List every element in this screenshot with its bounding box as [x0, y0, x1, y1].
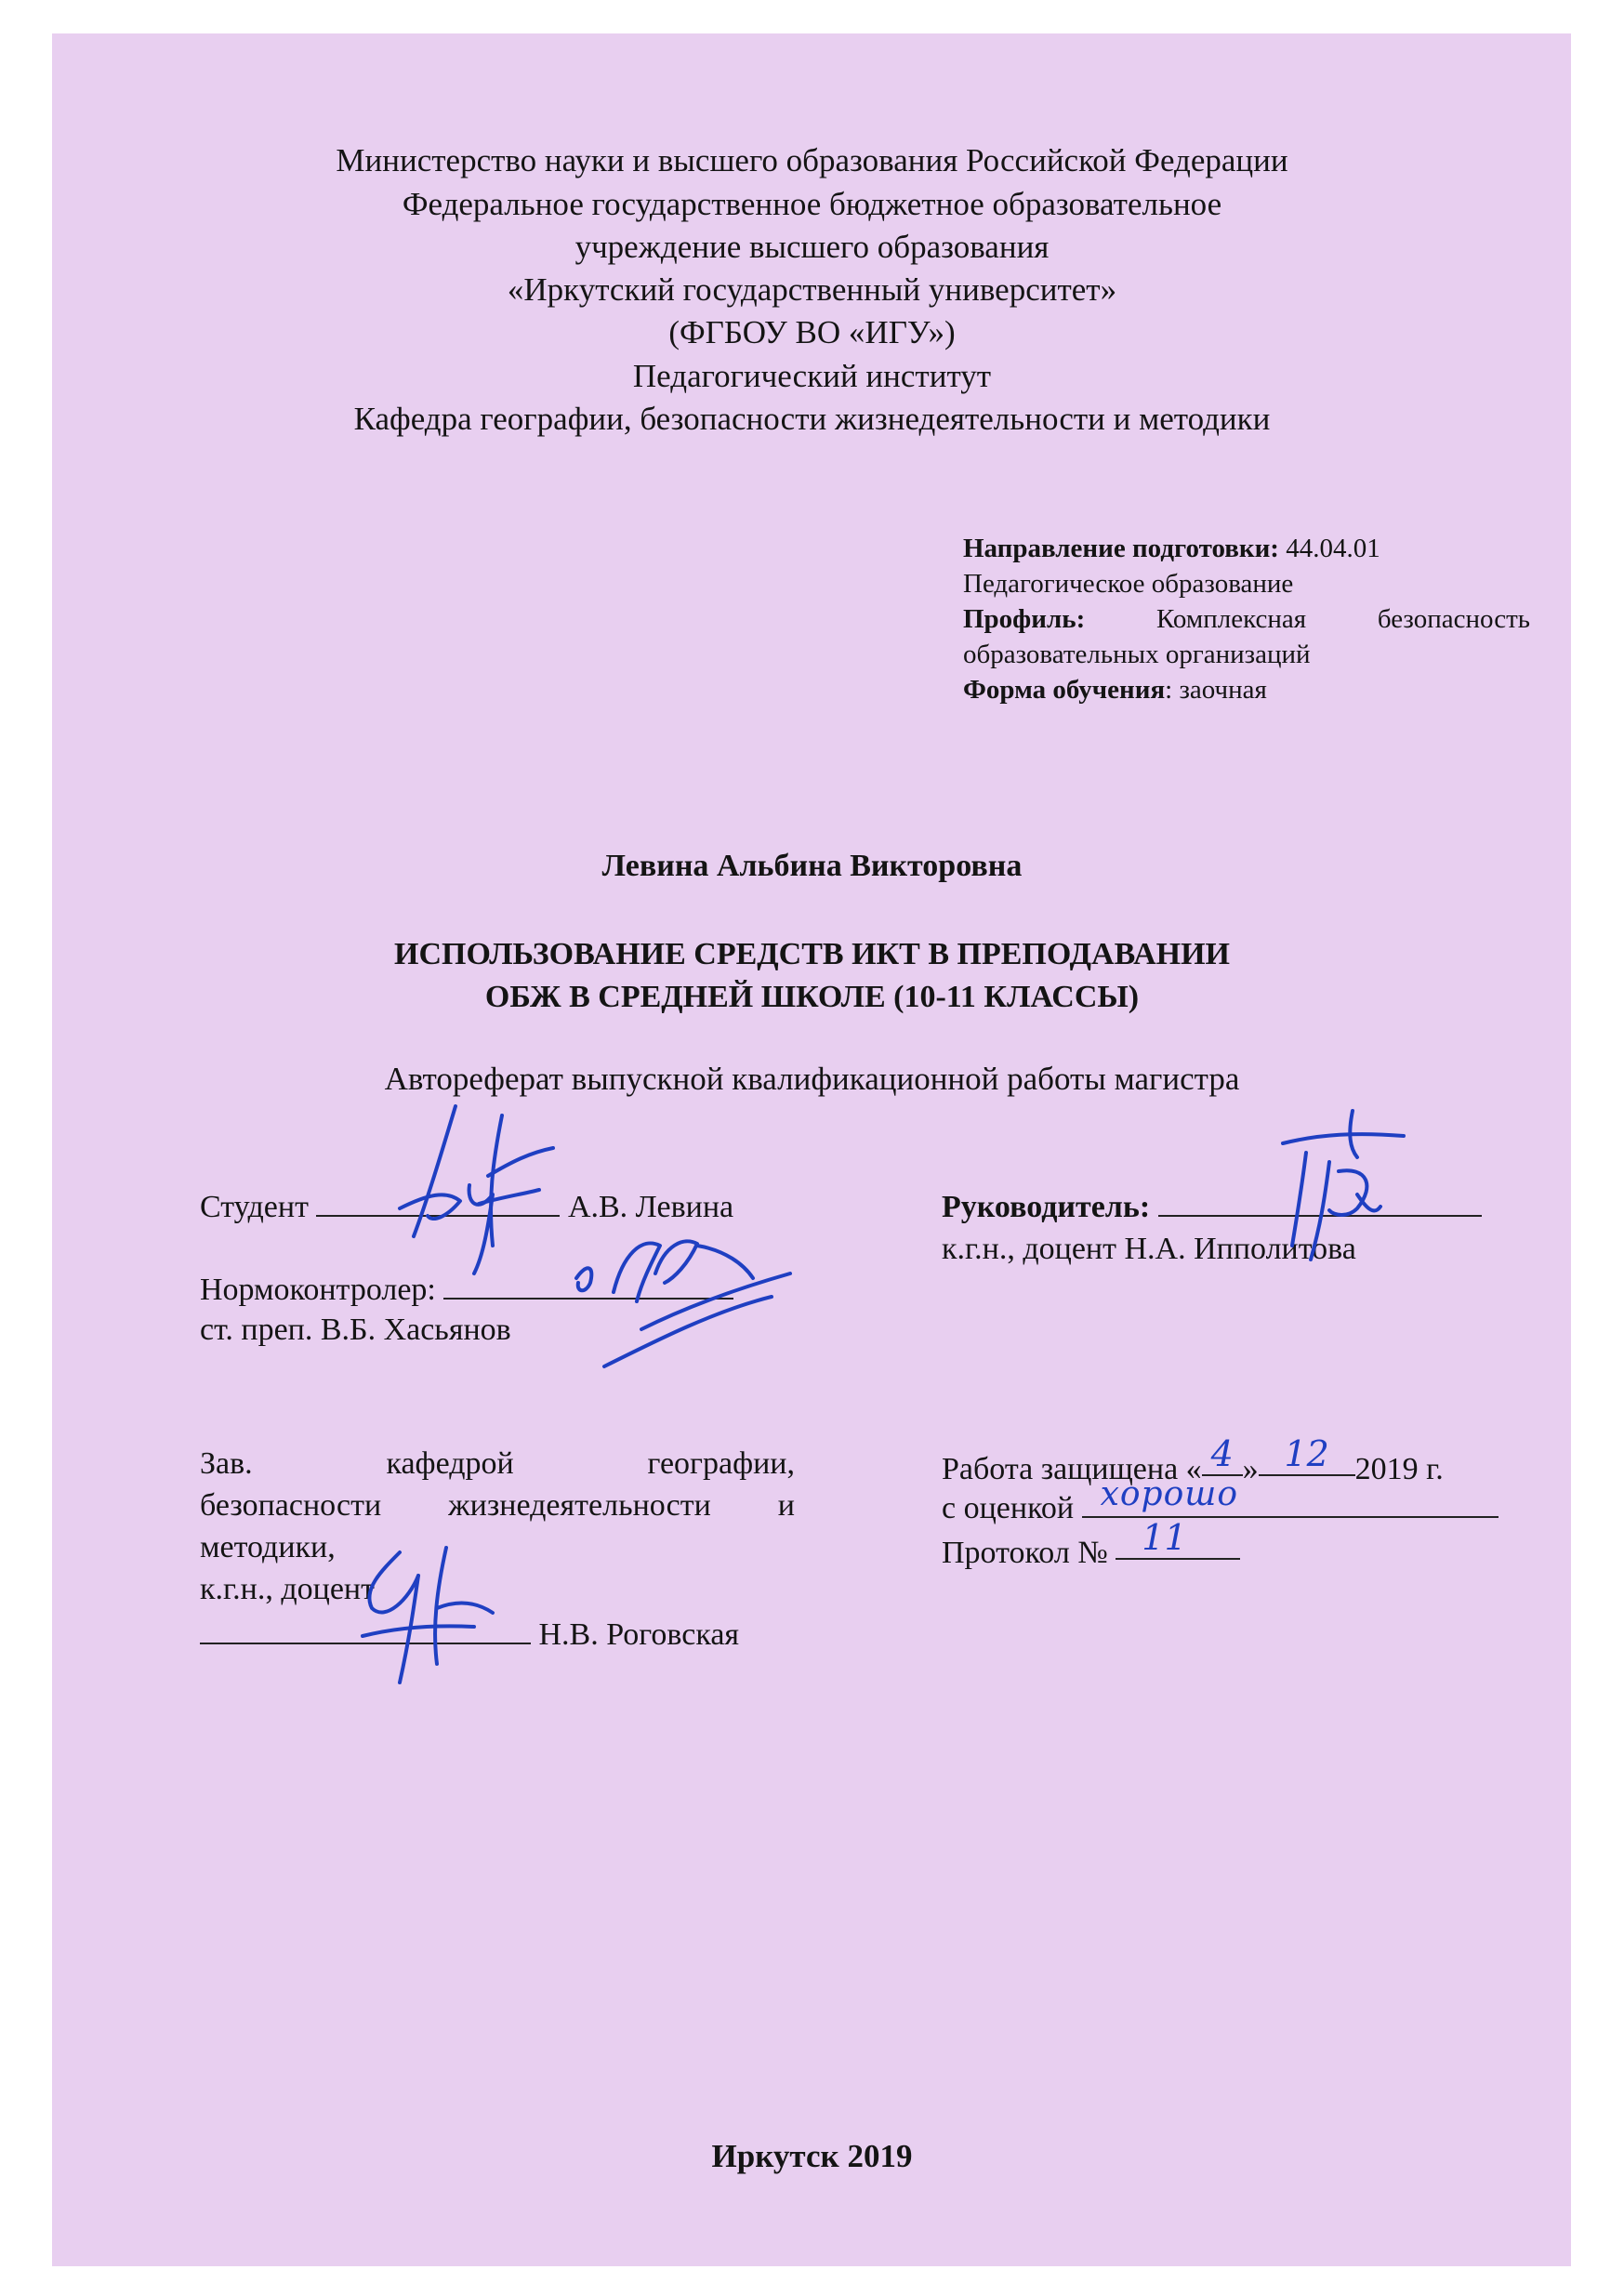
direction-code: 44.04.01: [1286, 534, 1380, 563]
department-name: Кафедра географии, безопасности жизнедеятельности и методики: [353, 401, 1271, 437]
head-word-2: кафедрой: [386, 1446, 514, 1481]
institute-name: Педагогический институт: [632, 358, 992, 394]
head-word-5: жизнедеятельности: [448, 1488, 711, 1523]
city-year: Иркутск 2019: [711, 2138, 913, 2174]
protocol-line: [942, 1517, 1240, 1571]
profile-name: образовательных организаций: [963, 640, 1311, 669]
defense-day: 4: [1210, 1433, 1234, 1474]
study-form-label: Форма обучения: [963, 675, 1166, 705]
normcontrol-name: ст. преп. В.Б. Хасьянов: [200, 1313, 511, 1347]
university-abbr: (ФГБОУ ВО «ИГУ»): [668, 314, 956, 350]
document-type: Автореферат выпускной квалификационной работы магистра: [384, 1061, 1240, 1097]
profile-label: Профиль:: [963, 604, 1086, 634]
protocol-number: 11: [1142, 1517, 1187, 1558]
thesis-title-line-2: ОБЖ В СРЕДНЕЙ ШКОЛЕ (10-11 КЛАССЫ): [484, 980, 1140, 1014]
defense-grade-field: [1082, 1475, 1499, 1518]
study-form-value: : заочная: [1165, 675, 1267, 705]
head-line-1: [200, 1446, 795, 1482]
head-degree: к.г.н., доцент: [200, 1572, 375, 1606]
defense-year: 2019 г.: [1354, 1452, 1444, 1486]
study-form-line: [963, 674, 1267, 706]
institution-type-line-2: учреждение высшего образования: [574, 229, 1050, 265]
direction-name: Педагогическое образование: [963, 569, 1294, 599]
defense-date-mid: »: [1242, 1452, 1259, 1486]
defense-day-field: [1202, 1433, 1243, 1476]
student-label: Студент: [200, 1190, 309, 1224]
defense-month-field: [1259, 1433, 1355, 1476]
defense-grade-line: [942, 1475, 1499, 1526]
head-line-3: методики,: [200, 1530, 336, 1564]
head-word-3: географии,: [647, 1446, 795, 1481]
head-word-6: и: [777, 1488, 795, 1523]
student-signature: [390, 1097, 567, 1283]
defense-date-prefix: Работа защищена «: [942, 1452, 1202, 1486]
normcontrol-label: Нормоконтролер:: [200, 1273, 436, 1307]
protocol-number-field: [1116, 1517, 1240, 1560]
direction-line: [963, 533, 1380, 565]
direction-label: Направление подготовки:: [963, 534, 1279, 563]
protocol-label: Протокол №: [942, 1536, 1108, 1570]
supervisor-label: Руководитель:: [942, 1190, 1151, 1224]
defense-month: 12: [1284, 1433, 1329, 1474]
profile-line: [963, 603, 1530, 636]
student-name: А.В. Левина: [567, 1190, 734, 1224]
defense-grade-label: с оценкой: [942, 1491, 1075, 1525]
institution-type-line: Федеральное государственное бюджетное образовательное: [402, 186, 1222, 222]
head-name: Н.В. Роговская: [538, 1617, 740, 1652]
normcontroller-signature: [558, 1208, 809, 1376]
supervisor-signature: [1264, 1106, 1413, 1264]
head-word-1: Зав.: [200, 1446, 253, 1481]
thesis-title-line-1: ИСПОЛЬЗОВАНИЕ СРЕДСТВ ИКТ В ПРЕПОДАВАНИИ: [394, 937, 1230, 971]
university-name: «Иркутский государственный университет»: [507, 271, 1117, 308]
defense-grade: хорошо: [1100, 1475, 1239, 1513]
head-word-4: безопасности: [200, 1488, 382, 1523]
profile-word-2: безопасность: [1377, 604, 1530, 634]
supervisor-name: к.г.н., доцент Н.А. Ипполитова: [942, 1232, 1356, 1266]
ministry-line: Министерство науки и высшего образования Российской Федерации: [336, 142, 1288, 178]
head-line-2: [200, 1488, 795, 1524]
author-name: Левина Альбина Викторовна: [601, 849, 1023, 883]
profile-word-1: Комплексная: [1156, 604, 1307, 634]
head-signature: [344, 1534, 502, 1692]
